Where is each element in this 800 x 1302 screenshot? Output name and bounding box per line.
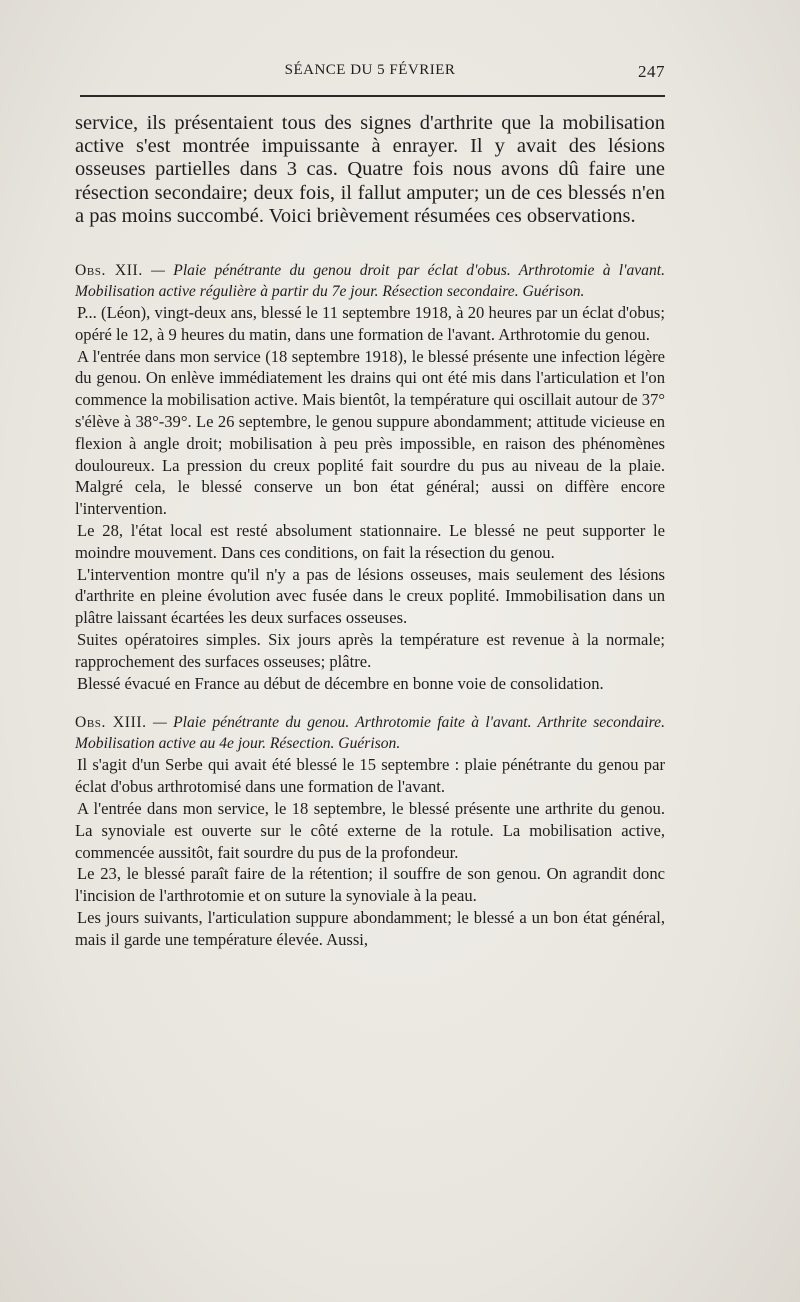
paragraph: Le 23, le blessé paraît faire de la rétention; il souffre de son genou. On agrandit donc l'incision de l'arthrotomie et on suture la synoviale à la peau. [75,864,665,906]
paragraph: L'intervention montre qu'il n'y a pas de lésions osseuses, mais seulement des lésions d'arthrite en pleine évolution avec fusée dans le creux poplité. Immobilisation dans un plâtre laissant écartées les deux surfaces osseuses. [75,564,665,628]
paragraph: Suites opératoires simples. Six jours après la température est revenue à la normale; rapprochement des surfaces osseuses; plâtre. [75,629,665,671]
page-body [75,112,665,951]
observation-xii [75,260,665,694]
observation-heading [75,712,665,754]
paragraph: Il s'agit d'un Serbe qui avait été blessé le 15 septembre : plaie pénétrante du genou par éclat d'obus arthrotomisé dans une formation de l'avant. [75,755,665,797]
running-title: SÉANCE DU 5 FÉVRIER [284,62,456,78]
header-rule [80,95,665,97]
observation-xiii [75,712,665,950]
lead-paragraph: service, ils présentaient tous des signes d'arthrite que la mobilisation active s'est montrée impuissante à enrayer. Il y avait des lésions osseuses partielles dans 3 cas. Quatre fois nous avons dû faire une résection secondaire; deux fois, il fallut amputer; un de ces blessés n'en a pas moins succombé. Voici brièvement résumées ces observations. [75,112,665,227]
paragraph: A l'entrée dans mon service (18 septembre 1918), le blessé présente une infection légère du genou. On enlève immédiatement les drains qui ont été mis dans l'articulation et l'on commence la mobilisation active. Mais bientôt, la température qui oscillait autour de 37° s'élève à 38°-39°. Le 26 septembre, le genou suppure abondamment; attitude vicieuse en flexion à angle droit; mobilisation à peu près impossible, en raison des phénomènes douloureux. La pression du creux poplité fait sourdre du pus au niveau de la plaie. Malgré cela, le blessé conserve un bon état général; aussi on diffère encore l'intervention. [75,346,666,519]
observation-label: Obs. XII. [75,262,143,280]
paragraph: Blessé évacué en France au début de décembre en bonne voie de consolidation. [77,673,604,693]
paragraph: Les jours suivants, l'articulation suppure abondamment; le blessé a un bon état général, mais il garde une température élevée. Aussi, [75,907,665,949]
section-gap [75,694,665,712]
observation-title: — Plaie pénétrante du genou. Arthrotomie faite à l'avant. Arthrite secondaire. Mobilisation active au 4e jour. Résection. Guérison. [75,714,665,753]
paragraph: A l'entrée dans mon service, le 18 septembre, le blessé présente une arthrite du genou. La synoviale est ouverte sur le côté externe de la rotule. La mobilisation active, commencée aussitôt, fait sourdre du pus de la profondeur. [75,798,665,862]
page-number: 247 [638,62,665,81]
observation-title: — Plaie pénétrante du genou droit par éclat d'obus. Arthrotomie à l'avant. Mobilisation active régulière à partir du 7e jour. Résection secondaire. Guérison. [75,262,665,301]
observation-heading [75,260,665,302]
page-header [75,62,665,84]
paragraph: P... (Léon), vingt-deux ans, blessé le 11 septembre 1918, à 20 heures par un éclat d'obus; opéré le 12, à 9 heures du matin, dans une formation de l'avant. Arthrotomie du genou. [75,303,665,344]
paragraph: Le 28, l'état local est resté absolument stationnaire. Le blessé ne peut supporter le moindre mouvement. Dans ces conditions, on fait la résection du genou. [75,520,665,562]
observation-label: Obs. XIII. [75,714,147,732]
